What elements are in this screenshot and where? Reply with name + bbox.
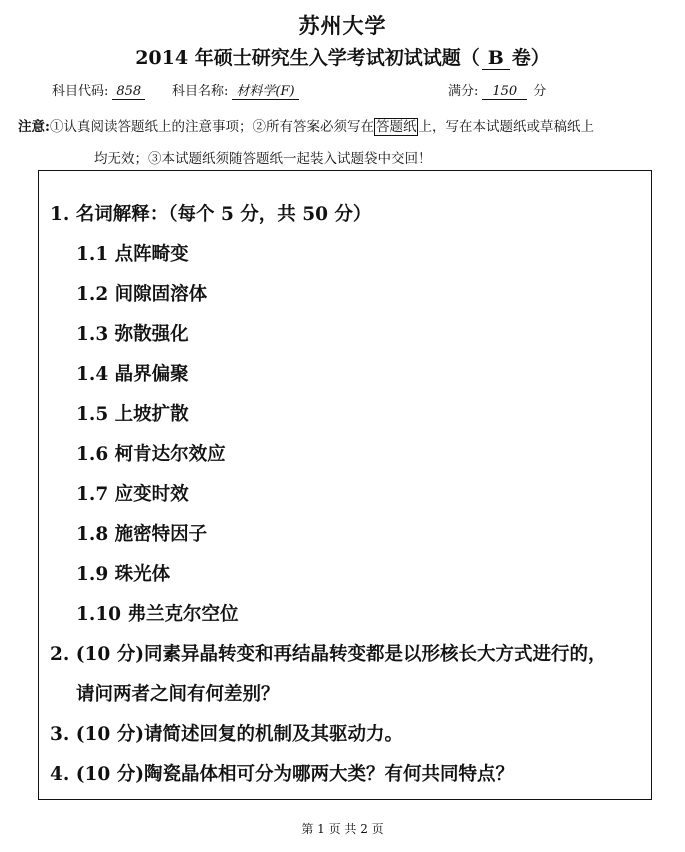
term-item: 1.1 点阵畸变 (76, 244, 189, 265)
page-number: 第 1 页 共 2 页 (301, 822, 384, 836)
subject-name-label: 科目名称: (172, 84, 229, 99)
question-2-line-2: 请问两者之间有何差别？ (76, 684, 280, 705)
notice-line-1-post: 上，写在本试题纸或草稿纸上 (418, 119, 594, 135)
term-item: 1.3 弥散强化 (76, 324, 189, 345)
term-item: 1.9 珠光体 (76, 564, 171, 585)
full-score (448, 80, 546, 100)
term-item: 1.8 施密特因子 (76, 524, 208, 545)
subject-name-value: 材料学(F) (232, 80, 298, 100)
term-item: 1.7 应变时效 (76, 484, 189, 505)
term-item: 1.6 柯肯达尔效应 (76, 444, 226, 465)
term-item: 1.10 弗兰克尔空位 (76, 604, 239, 625)
notice-line-1 (18, 111, 668, 143)
term-item: 1.4 晶界偏聚 (76, 364, 189, 385)
title-suffix: 卷） (511, 47, 550, 69)
full-score-value: 150 (482, 84, 527, 100)
notice (18, 111, 668, 175)
title-prefix: 2014 年硕士研究生入学考试初试试题（ (135, 47, 480, 69)
notice-label: 注意: (18, 119, 50, 135)
question-3: 3. (10 分)请简述回复的机制及其驱动力。 (50, 724, 403, 745)
term-item: 1.2 间隙固溶体 (76, 284, 208, 305)
subject-name (172, 80, 299, 100)
full-score-label: 满分: (448, 84, 479, 99)
notice-line-2: 均无效；③本试题纸须随答题纸一起装入试题袋中交回！ (94, 151, 432, 167)
term-item: 1.5 上坡扩散 (76, 404, 189, 425)
university-name: 苏州大学 (298, 13, 387, 38)
subject-code-label: 科目代码: (52, 84, 109, 99)
notice-line-1-pre: ①认真阅读答题纸上的注意事项；②所有答案必须写在 (49, 119, 374, 135)
question-4: 4. (10 分)陶瓷晶体相可分为哪两大类？有何共同特点？ (50, 764, 514, 785)
question-1: 1. 名词解释：（每个 5 分，共 50 分） (50, 204, 372, 225)
exam-title (0, 43, 685, 70)
question-2-line-1: 2. (10 分)同素异晶转变和再结晶转变都是以形核长大方式进行的， (50, 644, 607, 665)
paper-letter: B (482, 47, 510, 70)
subject-code (52, 80, 145, 100)
full-score-unit: 分 (533, 84, 547, 99)
notice-boxed-text: 答题纸 (375, 119, 417, 135)
subject-code-value: 858 (112, 84, 145, 100)
